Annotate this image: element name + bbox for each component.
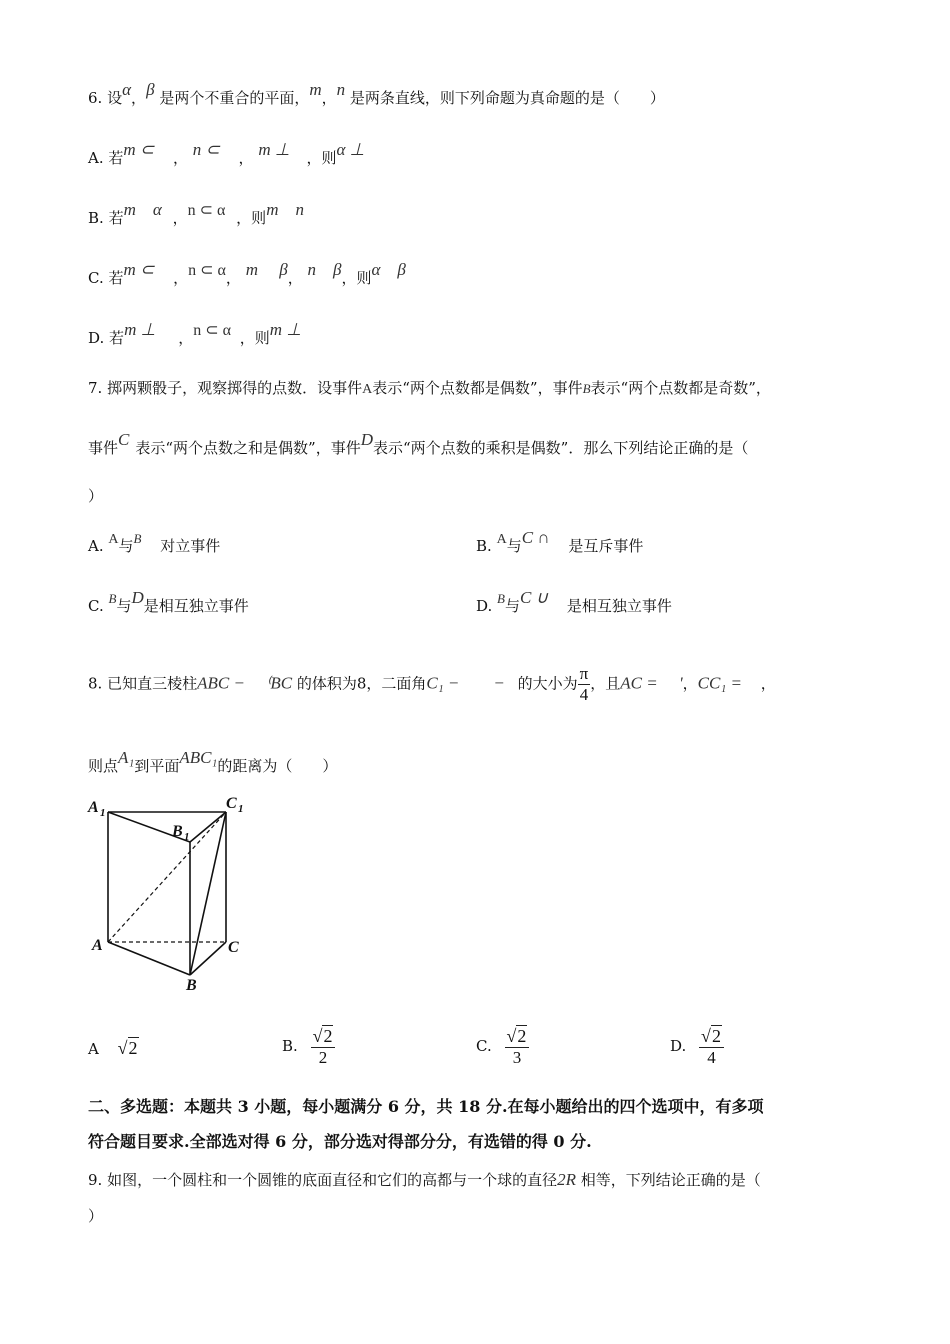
q8-option-d: D. $\frac{√2}{4}$	[670, 1016, 724, 1076]
svg-text:1: 1	[184, 831, 190, 843]
q9-line-1: 9. 如图，一个圆柱和一个圆锥的底面直径和它们的高都与一个球的直径2R 相等，下列结论正确的是（	[88, 1170, 761, 1189]
q7-option-c: C. B与D是相互独立事件	[88, 588, 249, 615]
pi-over-four: $\frac{\pi}{4}$	[579, 664, 589, 704]
q6-option-c: C. 若m ⊂ ，n ⊂ α， m β， n β，则α β	[88, 260, 406, 287]
section-2-heading-line-1: 二、多选题：本题共 3 小题，每小题满分 6 分，共 18 分.在每小题给出的四个选项中，有多项	[88, 1097, 764, 1116]
q8-line-1: 8. 已知直三棱柱ABC − ⁽BC 的体积为8，二面角C₁ − − 的大小为 $\frac{\pi}{4}$ ，且AC = '，CC₁ = ，	[88, 664, 776, 704]
label-b1: B	[172, 823, 183, 840]
label-c: C	[228, 939, 239, 956]
q7-option-d: D. B与C ∪ 是相互独立事件	[476, 588, 672, 615]
label-c1: C	[226, 795, 237, 812]
q8-line-2: 则点A₁到平面ABC₁的距离为（ ）	[88, 748, 338, 775]
q6-option-d: D. 若m ⊥ ，n ⊂ α ，则m ⊥	[88, 320, 302, 347]
svg-text:1: 1	[238, 803, 244, 815]
q7-line-1: 7. 掷两颗骰子，观察掷得的点数．设事件A表示“两个点数都是偶数”，事件B表示“两个点数都是奇数”，	[88, 379, 771, 397]
q6-stem: 6. 设α，β 是两个不重合的平面，m，n 是两条直线，则下列命题为真命题的是（ ）	[88, 80, 665, 107]
q8-option-b: B. $\frac{√2}{2}$	[282, 1016, 335, 1076]
label-a: A	[92, 937, 103, 954]
q8-option-c: C. $\frac{√2}{3}$	[476, 1016, 529, 1076]
section-2-heading-line-2: 符合题目要求.全部选对得 6 分，部分选对得部分分，有选错的得 0 分.	[88, 1132, 592, 1151]
svg-text:1: 1	[100, 807, 106, 819]
q9-line-2: ）	[88, 1207, 104, 1225]
q6-option-a: A. 若m ⊂ ， n ⊂ ， m ⊥ ，则α ⊥	[88, 140, 365, 167]
label-a1: A	[88, 799, 99, 816]
q8-option-a: A √2	[88, 1038, 138, 1058]
q6-option-b: B. 若m α ，n ⊂ α ，则m n	[88, 200, 304, 227]
q7-line-2: 事件C 表示“两个点数之和是偶数”，事件D表示“两个点数的乘积是偶数”．那么下列结论正确的是（	[88, 430, 749, 457]
q7-option-a: A. A与B 对立事件	[88, 531, 221, 555]
label-b: B	[186, 977, 197, 994]
prism-figure	[80, 790, 270, 1000]
q7-line-3: ）	[88, 487, 104, 505]
q7-option-b: B. A与C ∩ 是互斥事件	[476, 528, 644, 555]
